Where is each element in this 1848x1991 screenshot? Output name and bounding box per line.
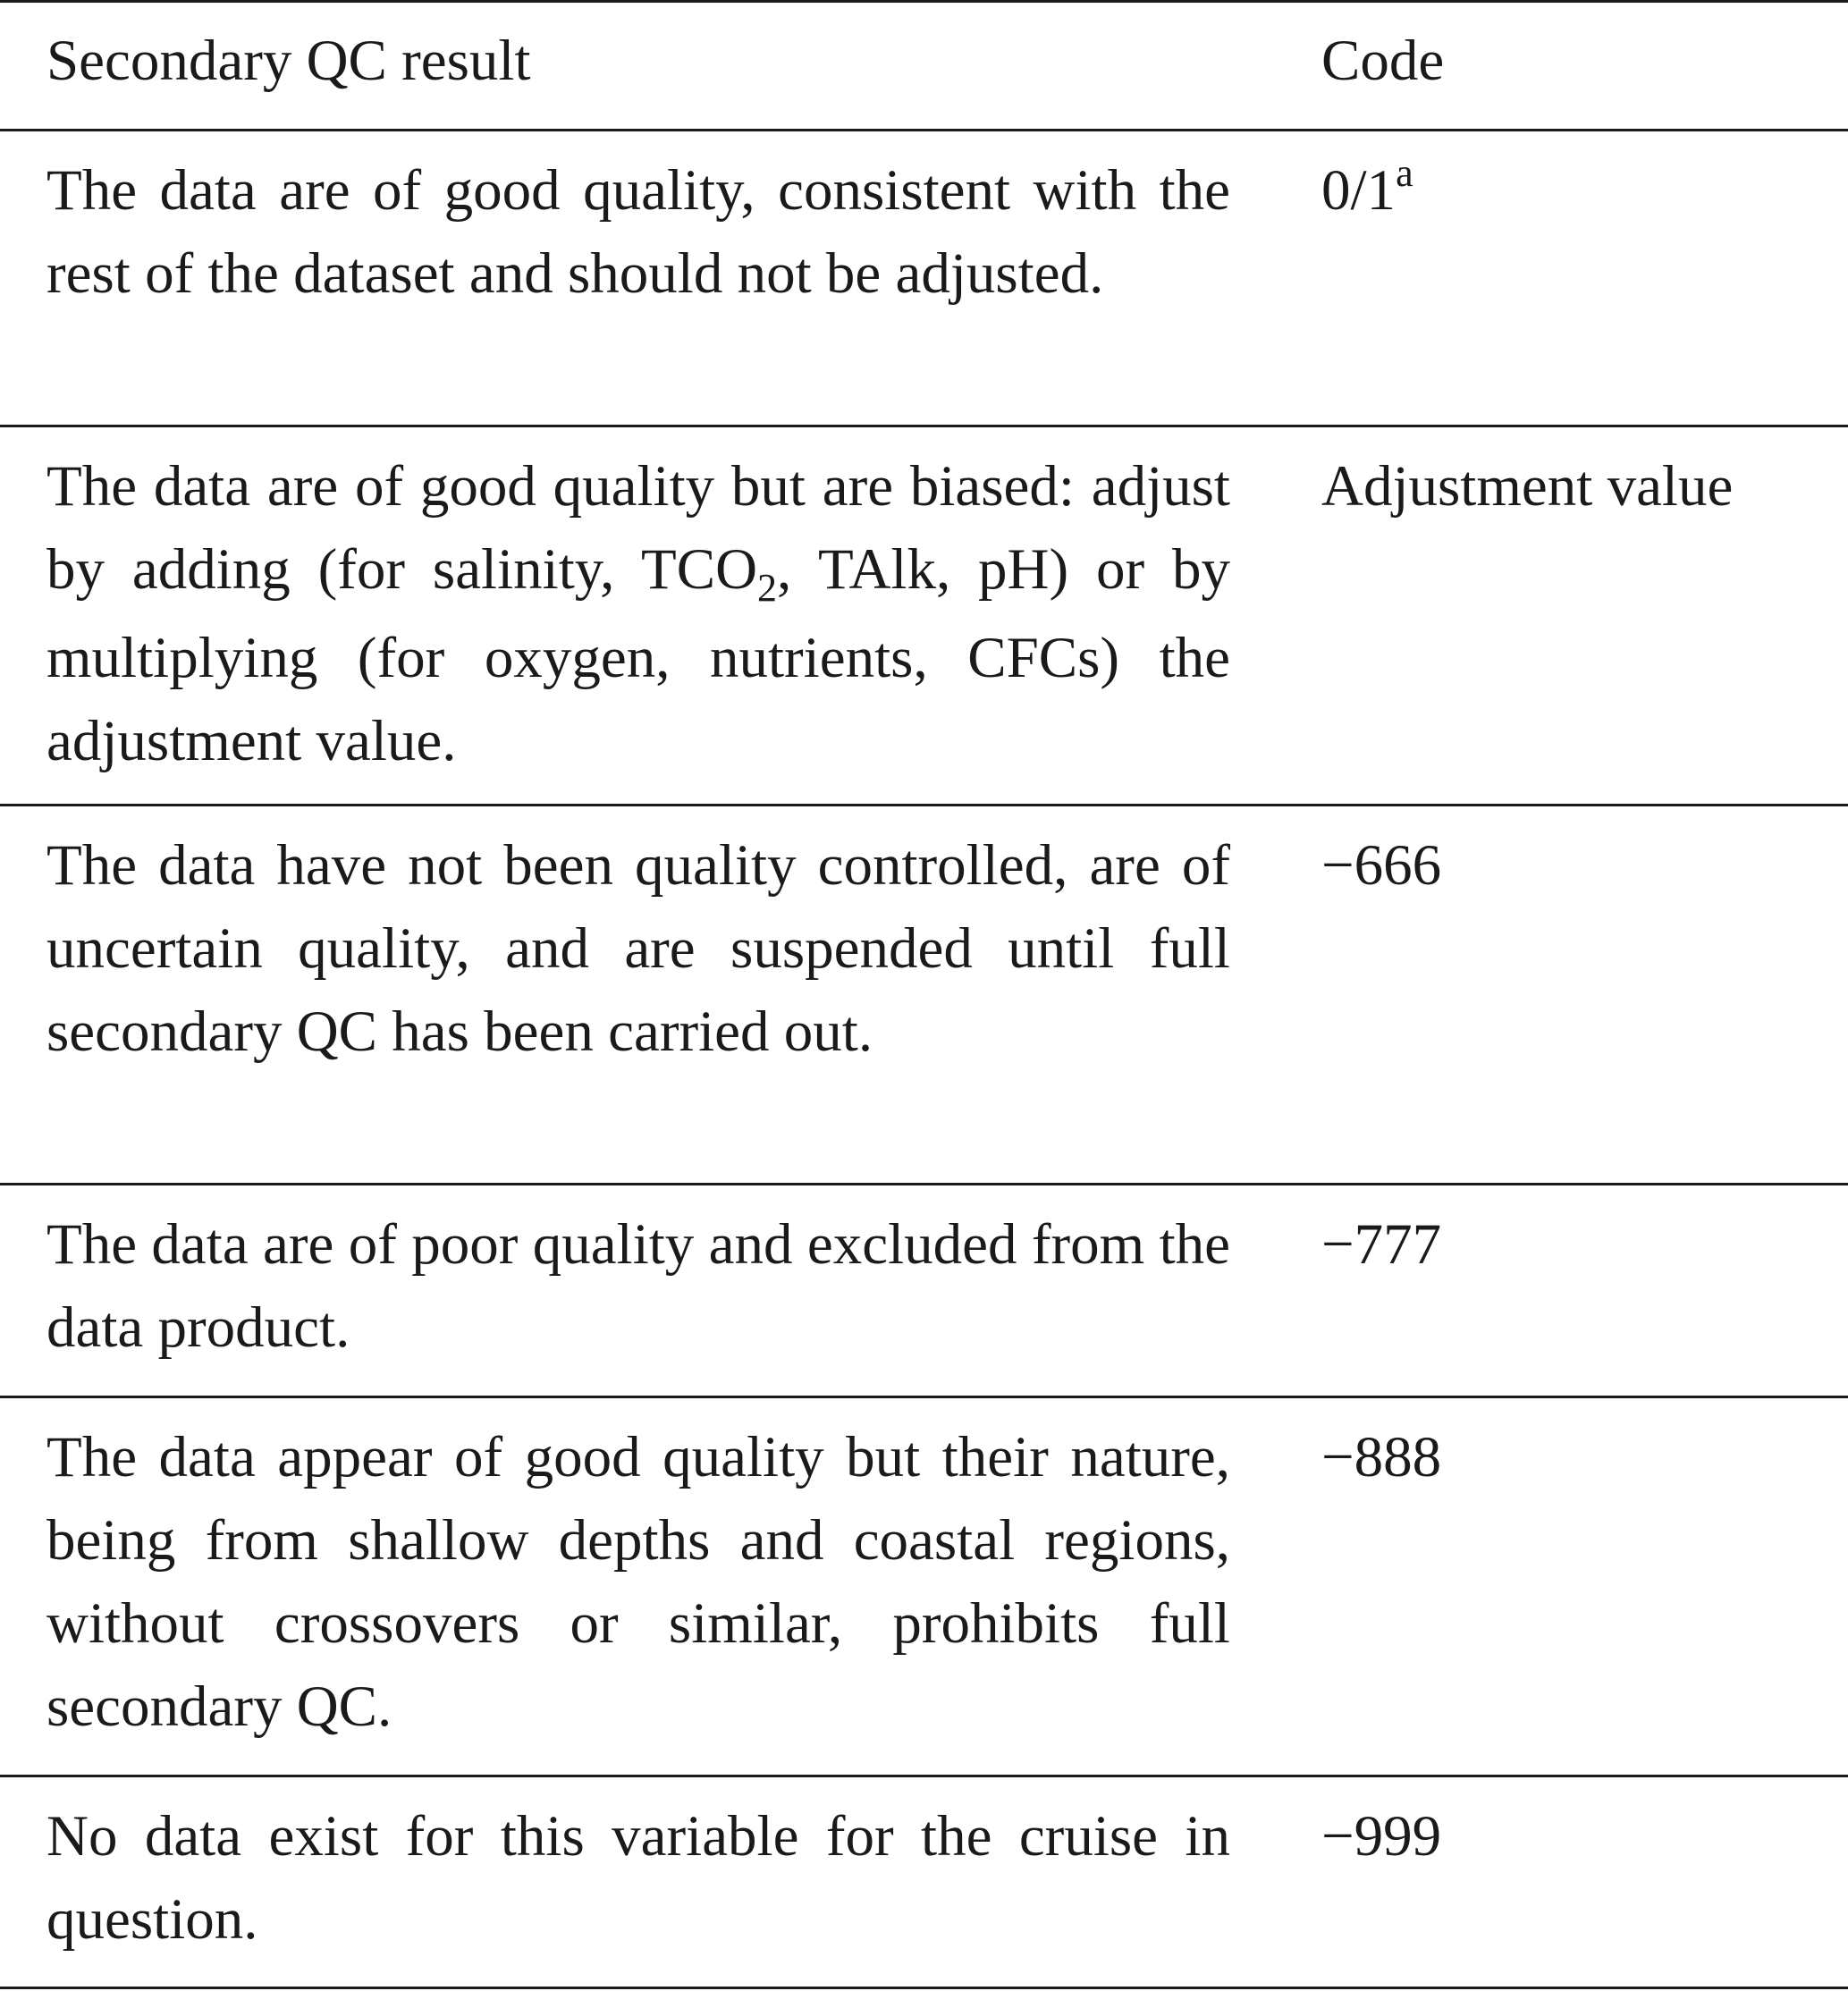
footnote-marker: a [1396,151,1413,195]
row-divider [0,804,1848,806]
row-description: The data appear of good quality but their nature, being from shallow depths and coastal regions, without crossovers or similar, prohibits full secondary QC. [46,1425,1230,1739]
description-text-cont: , TAlk, pH) or by multiplying (for oxygen, nutrients, CFCs) the adjustment value. [46,537,1230,773]
row-divider [0,1396,1848,1398]
row-code: Adjustment value [1321,454,1734,519]
row-code [1321,149,1413,238]
header-code: Code [1321,29,1445,93]
row-description [46,445,1230,783]
header-rule [0,129,1848,131]
row-description: The data have not been quality controlled, are of uncertain quality, and are suspended until full secondary QC has been carried out. [46,833,1230,1064]
row-description: The data are of poor quality and excluded from the data product. [46,1212,1230,1360]
top-rule [0,0,1848,3]
row-code: −666 [1321,833,1442,898]
row-code: −777 [1321,1212,1442,1277]
row-code: −888 [1321,1425,1442,1489]
header-secondary-qc-result: Secondary QC result [46,29,531,93]
row-divider [0,425,1848,427]
row-divider [0,1775,1848,1777]
row-divider [0,1183,1848,1185]
subscript: 2 [757,566,778,610]
bottom-rule [0,1987,1848,1989]
row-code: −999 [1321,1804,1442,1869]
code-value: 0/1 [1321,158,1397,223]
row-description: No data exist for this variable for the cruise in question. [46,1804,1230,1952]
row-description: The data are of good quality, consistent with the rest of the dataset and should not be adjusted. [46,158,1230,306]
description-text: The data are of good quality but are biased: adjust by adding (for salinity, TCO [46,454,1230,602]
